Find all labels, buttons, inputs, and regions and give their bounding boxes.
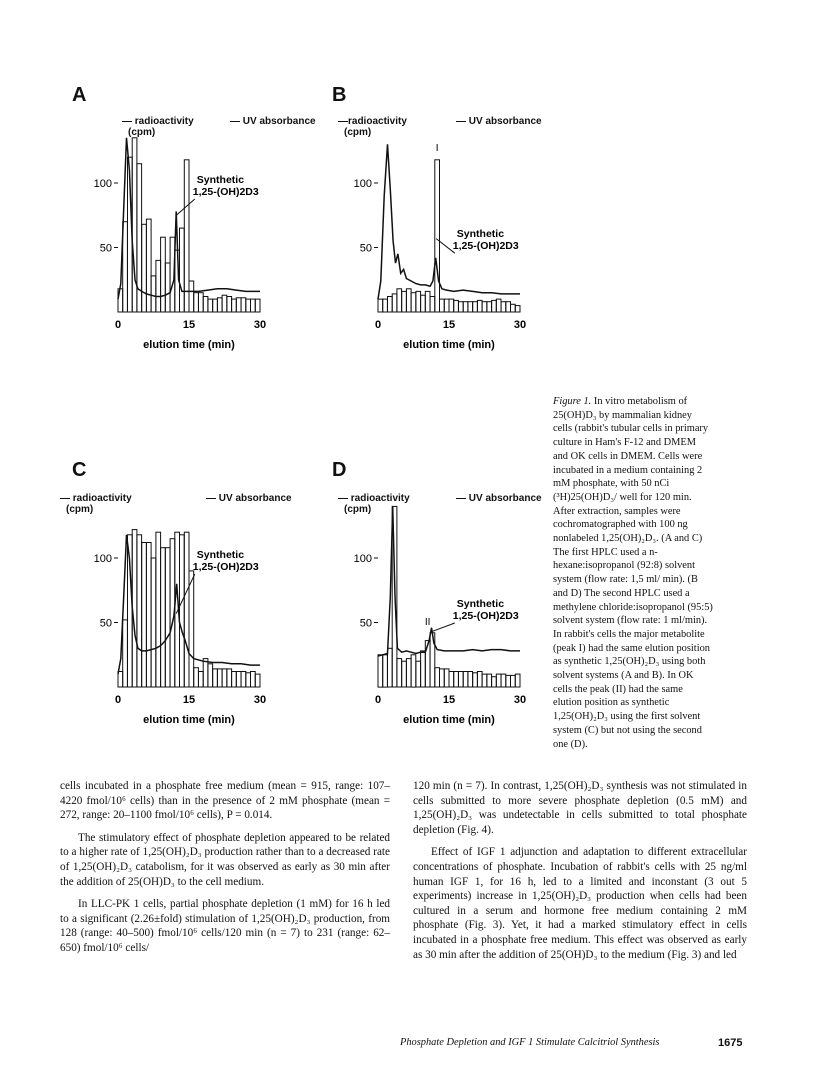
legend-uv: — UV absorbance <box>230 116 316 127</box>
x-tick-label: 15 <box>182 319 196 331</box>
radioactivity-bar <box>397 289 402 312</box>
panel-label: D <box>332 459 347 481</box>
paragraph: Effect of IGF 1 adjunction and adaptation to different extracellular concentrations of phosphate. Incubation of rabbit's cells with 25 ng/ml human IGF 1, for 16 h, led to a limited and inconstant (3 out 5 experiments) increase in 1,25(OH)₂D₃ production when cells had been cultured in a serum and hormone free medium containing 2 mM phosphate (Fig. 3). Yet, it had a marked stimulatory effect in cells incubated in a phosphate free medium. This effect was observed as early as 30 min after the addition of 25(OH)D₃ to the medium (Fig. 3) and led <box>413 846 747 961</box>
radioactivity-bar <box>383 655 388 687</box>
radioactivity-bar <box>459 672 464 688</box>
radioactivity-bar <box>506 675 511 687</box>
radioactivity-bar <box>165 548 170 687</box>
figure-panel-c <box>60 455 300 765</box>
radioactivity-bar <box>496 674 501 687</box>
legend-radioactivity: — radioactivity <box>122 116 194 127</box>
x-tick-label: 0 <box>374 694 382 706</box>
radioactivity-bar <box>156 260 161 312</box>
radioactivity-bar <box>473 673 478 687</box>
figure-panel-b <box>320 80 560 390</box>
y-tick-label: 100 <box>353 553 372 565</box>
radioactivity-bar <box>477 300 482 312</box>
x-tick-label: 30 <box>253 319 267 331</box>
radioactivity-bar <box>492 300 497 312</box>
legend-radioactivity: — radioactivity <box>60 493 132 504</box>
legend-cpm: (cpm) <box>66 504 94 515</box>
radioactivity-bar <box>421 295 426 312</box>
radioactivity-bar <box>496 299 501 312</box>
legend-uv: — UV absorbance <box>456 116 542 127</box>
radioactivity-bar <box>236 672 241 688</box>
panel-label: C <box>72 459 87 481</box>
radioactivity-bar <box>435 160 440 312</box>
x-tick-label: 15 <box>182 694 196 706</box>
paragraph: 120 min (n = 7). In contrast, 1,25(OH)₂D₃ synthesis was not stimulated in cells submitted to more severe phosphate depletion (0.5 mM) and 1,25(OH)₂D₃ was undetectable in cells submitted to total phosphate depletion (Fig. 4). <box>413 780 747 836</box>
radioactivity-bar <box>459 302 464 312</box>
body-column-left <box>60 779 390 964</box>
radioactivity-bar <box>194 293 199 312</box>
radioactivity-bar <box>473 302 478 312</box>
radioactivity-bar <box>165 263 170 312</box>
radioactivity-bar <box>203 659 208 687</box>
radioactivity-bar <box>217 669 222 687</box>
radioactivity-bar <box>217 298 222 312</box>
legend-cpm: (cpm) <box>344 504 372 515</box>
chart-d <box>320 455 560 765</box>
radioactivity-bar <box>487 674 492 687</box>
annotation-synthetic: Synthetic <box>196 174 245 186</box>
y-tick-label: 50 <box>99 242 112 255</box>
radioactivity-bar <box>515 306 520 312</box>
radioactivity-bar <box>184 532 189 687</box>
radioactivity-bar <box>444 669 449 687</box>
x-tick-label: 30 <box>253 694 267 706</box>
radioactivity-bar <box>241 672 246 688</box>
radioactivity-bar <box>213 299 218 312</box>
panel-label: A <box>72 84 87 106</box>
radioactivity-bar <box>151 558 156 687</box>
radioactivity-bar <box>430 297 435 313</box>
radioactivity-bar <box>251 299 256 312</box>
radioactivity-bar <box>241 298 246 312</box>
x-tick-label: 0 <box>114 319 122 331</box>
x-tick-label: 15 <box>442 694 456 706</box>
radioactivity-bar <box>222 295 227 312</box>
running-title: Phosphate Depletion and IGF 1 Stimulate Calcitriol Synthesis <box>400 1037 660 1048</box>
radioactivity-bar <box>411 655 416 687</box>
y-tick-label: 100 <box>93 553 112 565</box>
paragraph: cells incubated in a phosphate free medium (mean = 915, range: 107–4220 fmol/10⁶ cells) than in the presence of 2 mM phosphate (mean = 272, range: 20–1100 fmol/10⁶ cells), P = 0.014. <box>60 780 390 822</box>
radioactivity-bar <box>501 302 506 312</box>
chart-c <box>60 455 300 765</box>
radioactivity-bar <box>501 674 506 687</box>
peak-marker: I <box>435 142 439 154</box>
paragraph: The stimulatory effect of phosphate depletion appeared to be related to a higher rate of 1,25(OH)₂D₃ production rather than to a decreased rate of 1,25(OH)₂D₃ catabolism, for it was observed as early as 30 min after the addition of 25(OH)D₃ to the cell medium. <box>60 831 390 888</box>
radioactivity-bar <box>511 675 516 687</box>
x-tick-label: 30 <box>513 319 527 331</box>
radioactivity-bar <box>421 651 426 687</box>
radioactivity-bar <box>444 299 449 312</box>
radioactivity-bar <box>406 659 411 687</box>
radioactivity-bar <box>232 299 237 312</box>
radioactivity-bar <box>416 661 421 687</box>
radioactivity-bar <box>383 299 388 312</box>
x-tick-label: 15 <box>442 319 456 331</box>
uv-absorbance-line <box>378 144 520 299</box>
radioactivity-bar <box>406 289 411 312</box>
annotation-compound: 1,25-(OH)2D3 <box>452 610 519 623</box>
radioactivity-bar <box>255 674 260 687</box>
radioactivity-bar <box>454 672 459 688</box>
radioactivity-bar <box>388 648 393 687</box>
annotation-synthetic: Synthetic <box>456 598 505 611</box>
radioactivity-bar <box>397 659 402 687</box>
y-tick-label: 100 <box>93 178 112 190</box>
radioactivity-bar <box>463 302 468 312</box>
y-tick-label: 50 <box>99 617 112 630</box>
radioactivity-bar <box>487 302 492 312</box>
radioactivity-bar <box>246 299 251 312</box>
annotation-arrow <box>176 199 195 215</box>
radioactivity-bar <box>435 668 440 687</box>
radioactivity-bar <box>146 543 151 688</box>
legend-uv: — UV absorbance <box>456 493 542 504</box>
uv-absorbance-line <box>378 506 520 656</box>
radioactivity-bar <box>440 299 445 312</box>
legend-radioactivity: — radioactivity <box>338 493 410 504</box>
annotation-compound: 1,25-(OH)2D3 <box>192 561 259 573</box>
radioactivity-bar <box>492 677 497 687</box>
y-tick-label: 100 <box>353 178 372 190</box>
caption-text: In vitro metabolism of 25(OH)D₃ by mammalian kidney cells (rabbit's tubular cells in primary culture in Ham's F-12 and DMEM and OK cells in DMEM. Cells were incubated in a medium containing 2 mM phosphate, with 50 nCi (³H)25(OH)D₃/ well for 120 min. After extraction, samples were cochromatographed with 100 ng nonlabeled 1,25(OH)₂D₃. (A and C) The first HPLC used a n-hexane:isopropanol (92:8) solvent system (flow rate: 1,5 ml/ min). (B and D) The second HPLC used a methylene chloride:isopropanol (95:5) solvent system (flow rate: 1 ml/min). In rabbit's cells the major metabolite (peak I) had the same elution position as synthetic 1,25(OH)₂D₃ using both solvent systems (A and B). In OK cells the peak (II) had the same elution position as synthetic 1,25(OH)₂D₃ using the first solvent system (C) but not using the second one (D). <box>553 396 713 750</box>
radioactivity-bar <box>161 237 166 312</box>
legend-uv: — UV absorbance <box>206 493 292 504</box>
y-tick-label: 50 <box>359 242 372 255</box>
radioactivity-bar <box>203 297 208 313</box>
radioactivity-bar <box>416 291 421 312</box>
radioactivity-bar <box>146 219 151 312</box>
x-axis-label: elution time (min) <box>143 714 235 726</box>
radioactivity-bar <box>199 672 204 688</box>
radioactivity-bar <box>388 297 393 313</box>
x-tick-label: 0 <box>114 694 122 706</box>
radioactivity-bar <box>468 672 473 688</box>
radioactivity-bar <box>156 532 161 687</box>
figure-caption <box>553 395 713 751</box>
radioactivity-bar <box>482 674 487 687</box>
x-tick-label: 0 <box>374 319 382 331</box>
radioactivity-bar <box>194 668 199 687</box>
page-number: 1675 <box>718 1037 743 1049</box>
x-tick-label: 30 <box>513 694 527 706</box>
paragraph: In LLC-PK 1 cells, partial phosphate depletion (1 mM) for 16 h led to a significant (2.26±fold) stimulation of 1,25(OH)₂D₃ production, from 128 (range: 40–500) fmol/10⁶ cells/120 min (n = 7) to 231 (range: 62–650) fmol/10⁶ cells/ <box>60 898 390 954</box>
annotation-compound: 1,25-(OH)2D3 <box>452 240 519 253</box>
radioactivity-bar <box>477 672 482 688</box>
radioactivity-bar <box>440 669 445 687</box>
radioactivity-bar <box>180 228 185 312</box>
radioactivity-bar <box>142 224 147 312</box>
body-column-right <box>413 779 747 970</box>
radioactivity-bar <box>251 672 256 688</box>
radioactivity-bar <box>213 669 218 687</box>
radioactivity-bar <box>378 299 383 312</box>
radioactivity-bar <box>161 548 166 687</box>
y-tick-label: 50 <box>359 617 372 630</box>
radioactivity-bar <box>189 571 194 687</box>
figure-panel-a <box>60 80 316 390</box>
radioactivity-bar <box>425 641 430 687</box>
panel-label: B <box>332 84 347 106</box>
radioactivity-bar <box>151 276 156 312</box>
radioactivity-bar <box>199 293 204 312</box>
radioactivity-bar <box>232 672 237 688</box>
annotation-synthetic: Synthetic <box>196 549 245 561</box>
radioactivity-bar <box>378 655 383 687</box>
legend-cpm: (cpm) <box>344 127 372 138</box>
radioactivity-bar <box>222 669 227 687</box>
radioactivity-bar <box>468 302 473 312</box>
radioactivity-bar <box>208 664 213 687</box>
radioactivity-bar <box>411 293 416 312</box>
radioactivity-bar <box>180 535 185 687</box>
radioactivity-bar <box>454 300 459 312</box>
figure-panel-d <box>320 455 560 765</box>
radioactivity-bar <box>511 304 516 312</box>
radioactivity-bar <box>255 299 260 312</box>
legend-cpm: (cpm) <box>128 127 156 138</box>
radioactivity-bar <box>227 669 232 687</box>
annotation-synthetic: Synthetic <box>456 228 505 241</box>
radioactivity-bar <box>227 297 232 313</box>
x-axis-label: elution time (min) <box>143 339 235 351</box>
radioactivity-bar <box>137 535 142 687</box>
chart-b <box>320 80 560 390</box>
x-axis-label: elution time (min) <box>403 339 495 351</box>
x-axis-label: elution time (min) <box>403 714 495 726</box>
chart-a <box>60 80 300 390</box>
radioactivity-bar <box>402 291 407 312</box>
radioactivity-bar <box>449 672 454 688</box>
radioactivity-bar <box>449 299 454 312</box>
annotation-arrow <box>431 623 454 632</box>
caption-lead: Figure 1. <box>553 396 592 407</box>
radioactivity-bar <box>392 294 397 312</box>
radioactivity-bar <box>402 661 407 687</box>
radioactivity-bar <box>506 302 511 312</box>
peak-marker: II <box>424 617 431 629</box>
radioactivity-bar <box>515 674 520 687</box>
annotation-compound: 1,25-(OH)2D3 <box>192 186 259 198</box>
radioactivity-bar <box>142 543 147 688</box>
legend-radioactivity: —radioactivity <box>338 116 407 127</box>
radioactivity-bar <box>236 298 241 312</box>
radioactivity-bar <box>425 291 430 312</box>
radioactivity-bar <box>246 673 251 687</box>
radioactivity-bar <box>123 620 128 687</box>
radioactivity-bar <box>184 160 189 312</box>
radioactivity-bar <box>189 281 194 312</box>
radioactivity-bar <box>208 299 213 312</box>
radioactivity-bar <box>463 672 468 688</box>
radioactivity-bar <box>482 302 487 312</box>
